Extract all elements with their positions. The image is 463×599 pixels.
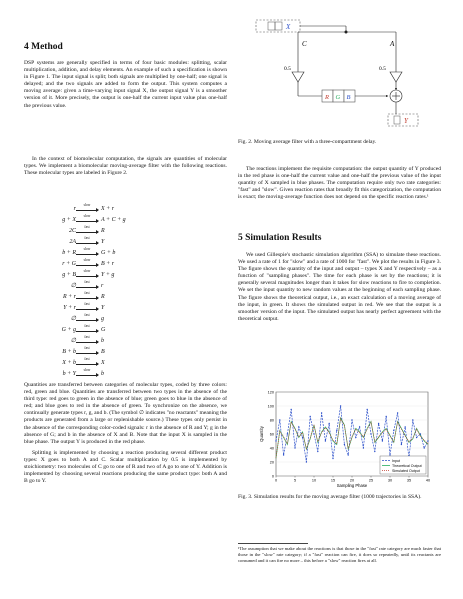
reaction-rate-label: slow [83, 258, 91, 262]
results-paragraph-1: The reactions implement the requisite computation: the output quantity of Y produced in the red phase is one-half the current value and one-half the previous value of the input quantity of X sampled in blue phases. The computation require only two rate categories: "fast" and "slow". Given reaction rates that broadly fit this categorization, the computation is exact; the moving-average function does not depend on the specific reaction rates.¹ [238, 166, 441, 201]
data-point [393, 430, 394, 431]
method-paragraph-3: Quantities are transferred between categories of molecular types, coded by three colors: red, green and blue. Quantities are transferred between two types in the absence of the third type: red goes to green in the absence of blue; green goes to blue in the absence of red; and blue goes to red in the absence of green. To synchronize on the absence, we continually generate types r, g, and b. (The symbol ∅ indicates "no reactants" meaning the products are generated from a large or replenishable source.) These types only persist in the absence of the corresponding color-coded signals: r in the absence of R and Y; g in the absence of G; and b in the absence of X and B. Note that the input X is sampled in the blue phase. The output Y is produced in the red phase. [24, 382, 227, 445]
results-paragraph-2: We used Gillespie's stochastic simulation algorithm (SSA) to simulate these reactions. We used a rate of 1 for "slow" and a rate of 1000 for "fast". We plot the results in Figure 3. The figure shows the quantity of the input and output – types X and Y respectively – as a function of "sampling phases". The time for each phase is set by the reactions; it is generally several magnitudes longer than it takes for slow reactions to fire to completion. We set the input quantity to new random values at the beginning of each sampling phase. The figure shows the theoretical output, i.e., an exact calculation of a moving average of the input, in green. It shows the simulated output in red. We see that the output is a smoother version of the input. The simulated output has nearly perfect agreement with the theoretical output. [238, 252, 441, 322]
reaction-row [36, 236, 176, 247]
x-tick-label: 30 [387, 478, 393, 483]
data-point [363, 447, 364, 448]
data-point [313, 433, 314, 434]
reaction-row [36, 247, 176, 258]
figure-3-chart [238, 386, 441, 491]
reaction-row [36, 225, 176, 236]
data-point [283, 454, 284, 455]
data-point [401, 444, 402, 445]
data-point [344, 444, 345, 445]
reaction-row [36, 258, 176, 269]
label-half-right: 0.5 [379, 66, 386, 72]
reaction-arrow [76, 291, 98, 299]
y-tick-label: 80 [269, 418, 274, 423]
reaction-lhs: g + X [62, 216, 76, 223]
reaction-rhs: R [101, 293, 105, 300]
reaction-row [36, 346, 176, 357]
reaction-rate-label: slow [83, 203, 91, 207]
scalar-multiplier-right [390, 72, 402, 82]
reaction-lhs: G + g [61, 326, 76, 333]
data-point [306, 461, 307, 462]
data-point [427, 440, 428, 441]
reaction-rhs: R [101, 227, 105, 234]
reaction-row [36, 269, 176, 280]
x-tick-label: 40 [425, 478, 431, 483]
data-point [310, 416, 311, 417]
x-tick-label: 5 [293, 478, 297, 483]
reaction-arrow [76, 368, 98, 376]
data-point [287, 433, 288, 434]
reaction-row [36, 368, 176, 379]
label-c: C [302, 40, 307, 48]
data-point [302, 437, 303, 438]
reaction-rate-label: slow [83, 269, 91, 273]
data-point [378, 423, 379, 424]
reaction-arrow [76, 335, 98, 343]
output-y-box [388, 114, 418, 126]
x-tick-label: 20 [349, 478, 355, 483]
data-point [329, 423, 330, 424]
data-point [336, 430, 337, 431]
footnote-rule [238, 543, 308, 544]
data-point [359, 426, 360, 427]
label-y: Y [404, 117, 408, 125]
reaction-rhs: G + b [101, 249, 116, 256]
reaction-arrow [76, 324, 98, 332]
data-point [382, 440, 383, 441]
reaction-arrow [76, 280, 98, 288]
section-heading-simulation: 5 Simulation Results [238, 233, 322, 243]
reaction-rhs: r [101, 282, 104, 289]
reaction-lhs: ∅ [70, 338, 76, 344]
reaction-rhs: X + r [101, 205, 115, 212]
label-g: G [335, 94, 341, 101]
reaction-row [36, 280, 176, 291]
footnote: ¹The assumption that we make about the reactions is that those in the "fast" rate category are much faster that those in the "slow" rate category; if a "fast" reaction can fire, it does so repeatedly, until its reactants are consumed and it can fire no more – this before a "slow" reaction fires at all. [238, 546, 441, 563]
reaction-row [36, 324, 176, 335]
reaction-arrow [76, 258, 98, 266]
data-point [279, 419, 280, 420]
method-paragraph-4: Splitting is implemented by choosing a reaction producing several different product types: X goes to both A and C. Scalar multiplication by 0.5 is implemented by stoichiometry: two molecules of C go to one of R and two of A go to one of Y. Addition is implemented by choosing several reactions producing the same product type: both A and B go to Y. [24, 449, 227, 485]
label-r: R [325, 94, 329, 101]
data-point [332, 458, 333, 459]
reaction-arrow [76, 313, 98, 321]
data-point [374, 451, 375, 452]
reaction-lhs: 2A [69, 238, 76, 245]
reaction-lhs: r + G [62, 260, 76, 267]
reaction-rhs: Y [101, 304, 105, 311]
left-lower-text [24, 382, 227, 485]
reaction-lhs: b + Y [62, 370, 76, 377]
reaction-lhs: b + R [62, 249, 76, 256]
reaction-arrow [76, 247, 98, 255]
reaction-lhs: ∅ [70, 283, 76, 289]
legend-label: Simulated Output [392, 468, 420, 473]
reaction-rhs: G [101, 326, 106, 333]
reaction-row [36, 313, 176, 324]
y-tick-label: 20 [269, 460, 274, 465]
reaction-rate-label: fast [84, 302, 90, 306]
data-point [291, 409, 292, 410]
reaction-lhs: X + b [62, 359, 76, 366]
legend-label: Theoretical Output [392, 463, 422, 468]
reaction-rate-label: fast [84, 280, 90, 284]
reaction-arrow [76, 302, 98, 310]
y-axis-label: Quantity [259, 426, 264, 442]
reaction-lhs: g + B [62, 271, 76, 278]
data-point [325, 440, 326, 441]
data-point [355, 437, 356, 438]
data-point [351, 419, 352, 420]
reaction-rate-label: fast [84, 324, 90, 328]
data-point [367, 409, 368, 410]
figure-2-diagram [238, 14, 441, 134]
reaction-row [36, 214, 176, 225]
reaction-arrow [76, 225, 98, 233]
reaction-rhs: b [101, 337, 104, 344]
figure-2-caption: Fig. 2. Moving average filter with a three-compartment delay. [238, 139, 377, 145]
data-point [321, 412, 322, 413]
reaction-rhs: Y + g [101, 271, 115, 278]
reaction-rate-label: fast [84, 313, 90, 317]
data-point [340, 405, 341, 406]
x-tick-label: 15 [330, 478, 336, 483]
data-point [275, 440, 276, 441]
data-point [416, 437, 417, 438]
reaction-arrow [76, 357, 98, 365]
data-point [386, 416, 387, 417]
x-tick-label: 35 [406, 478, 412, 483]
data-point [405, 426, 406, 427]
y-tick-label: 60 [269, 432, 274, 437]
section-heading-method: 4 Method [24, 42, 63, 52]
reaction-lhs: 2C [68, 227, 76, 234]
x-tick-label: 25 [368, 478, 374, 483]
reaction-rate-label: slow [83, 247, 91, 251]
reaction-lhs: r [73, 205, 76, 212]
reaction-rate-label: fast [84, 236, 90, 240]
reaction-row [36, 291, 176, 302]
data-point [389, 454, 390, 455]
label-b: B [346, 94, 351, 101]
reaction-rate-label: fast [84, 335, 90, 339]
label-x: X [286, 23, 291, 31]
reaction-rate-label: fast [84, 291, 90, 295]
data-point [412, 419, 413, 420]
reaction-row [36, 203, 176, 214]
method-paragraph-2: In the context of biomolecular computation, the signals are quantities of molecular types. We implement a biomolecular moving-average filter with the following reactions. These molecular types are labeled in Figure 2. [24, 156, 227, 177]
reaction-rate-label: slow [83, 214, 91, 218]
reaction-list [36, 203, 176, 379]
reaction-rhs: g [101, 315, 104, 322]
reaction-rate-label: slow [83, 368, 91, 372]
reaction-rate-label: fast [84, 225, 90, 229]
reaction-row [36, 302, 176, 313]
data-point [424, 447, 425, 448]
reaction-lhs: Y + r [63, 304, 76, 311]
reaction-lhs: R + r [62, 293, 76, 300]
data-point [370, 433, 371, 434]
reaction-arrow [76, 236, 98, 244]
reaction-row [36, 357, 176, 368]
reaction-rhs: b [101, 370, 104, 377]
reaction-rhs: B + r [101, 260, 115, 267]
y-tick-label: 100 [267, 404, 274, 409]
reaction-lhs: B + b [62, 348, 76, 355]
x-tick-label: 0 [274, 478, 278, 483]
reaction-rhs: X [101, 359, 105, 366]
reaction-arrow [76, 346, 98, 354]
reaction-rate-label: fast [84, 357, 90, 361]
reaction-arrow [76, 269, 98, 277]
label-half-left: 0.5 [284, 66, 291, 72]
reaction-rhs: Y [101, 238, 105, 245]
legend-label: Input [392, 458, 400, 463]
y-tick-label: 0 [271, 474, 274, 479]
y-tick-label: 40 [269, 446, 274, 451]
x-tick-label: 10 [311, 478, 317, 483]
scalar-multiplier-left [292, 72, 304, 82]
data-point [397, 412, 398, 413]
data-point [294, 447, 295, 448]
reaction-rhs: A + C + g [101, 216, 126, 223]
figure-3-caption: Fig. 3. Simulation results for the moving average filter (1000 trajectories in SSA). [238, 494, 422, 500]
reaction-row [36, 335, 176, 346]
reaction-lhs: ∅ [70, 316, 76, 322]
x-axis-label: Sampling Phase [336, 483, 368, 488]
reaction-rate-label: fast [84, 346, 90, 350]
data-point [348, 454, 349, 455]
reaction-arrow [76, 214, 98, 222]
label-a: A [390, 40, 395, 48]
data-point [298, 426, 299, 427]
y-tick-label: 120 [267, 390, 274, 395]
data-point [317, 451, 318, 452]
reaction-rhs: B [101, 348, 105, 355]
method-paragraph-1: DSP systems are generally specified in terms of four basic modules: splitting, scalar multiplication, addition, and delay elements. An example of such a specification is shown in Figure 1. The input signal is split; both signals are multiplied by one-half; one signal is delayed; and the two signals are added to form the output. This system computes a moving average: given a time-varying input signal X, the output signal Y is a smoother version of it. More precisely, the output is one-half the current input value plus one-half the previous value. [24, 60, 227, 109]
reaction-arrow [76, 203, 98, 211]
